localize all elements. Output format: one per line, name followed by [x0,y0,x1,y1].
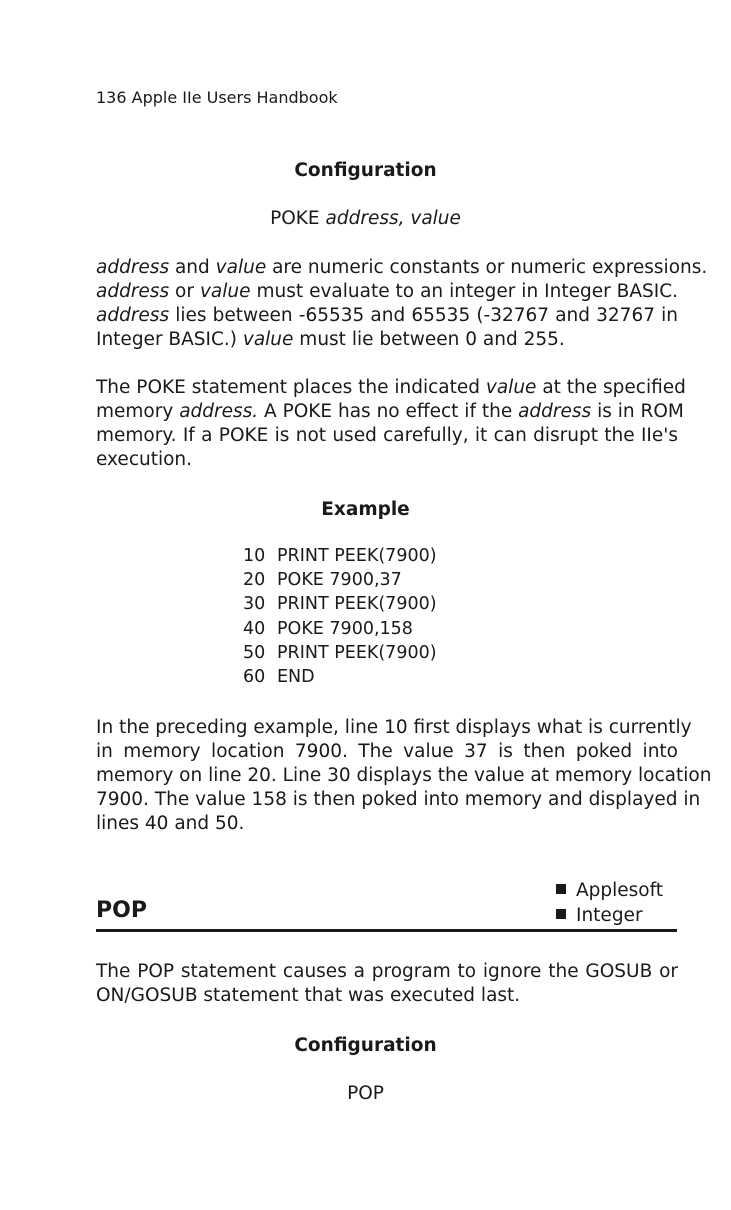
poke-description-paragraph [96,376,686,472]
code-line [243,617,437,641]
text-run: must lie between 0 and 255. [293,329,565,350]
code-line [243,544,437,568]
square-bullet-icon [556,909,566,919]
code-line [243,641,437,665]
text-run: and [169,257,216,278]
code-line [243,592,437,616]
code-text: PRINT PEEK(7900) [277,594,437,615]
code-example [243,544,437,689]
term-address: address [96,257,170,278]
line-number: 60 [243,667,266,688]
text-run: is in ROM [591,401,684,422]
text-run: at the specified [536,377,686,398]
line-number: 40 [243,618,266,639]
paragraph-line: 7900. The value 158 is then poked into memory and displayed in [96,789,701,810]
text-run: memory [96,401,180,422]
paragraph-line [96,400,684,424]
code-text: PRINT PEEK(7900) [277,642,437,663]
running-header: 136 Apple IIe Users Handbook [96,88,338,107]
line-number: 20 [243,570,266,591]
poke-example-heading: Example [321,499,410,520]
pop-description-paragraph [96,960,678,1008]
square-bullet-icon [556,884,566,894]
term-value: value [485,377,537,398]
text-run: A POKE has no effect if the [258,401,519,422]
tag-integer [556,903,663,928]
paragraph-line: memory. If a POKE is not used carefully, it can disrupt the IIe's [96,425,678,446]
paragraph-line: The POP statement causes a program to ignore the GOSUB or [96,961,678,982]
line-number: 50 [243,642,266,663]
paragraph-line: in memory location 7900. The value 37 is then poked into [96,741,678,762]
term-address: address. [179,401,259,422]
paragraph-line: memory on line 20. Line 30 displays the value at memory location [96,765,712,786]
paragraph-line: In the preceding example, line 10 first displays what is currently [96,717,692,738]
text-run: lies between -65535 and 65535 (-32767 and 32767 in [169,305,678,326]
text-run: Integer BASIC.) [96,329,243,350]
language-tags [556,878,663,928]
text-run: or [169,281,200,302]
syntax-keyword: POKE [270,208,320,229]
text-run: The POKE statement places the indicated [96,377,486,398]
example-explanation-paragraph [96,716,712,836]
term-value: value [199,281,251,302]
term-value: value [215,257,267,278]
term-address: address [518,401,592,422]
paragraph-line [96,376,686,400]
poke-arguments-paragraph [96,256,708,352]
paragraph-line [96,328,678,352]
term-address: address [96,281,170,302]
text-run: must evaluate to an integer in Integer BASIC. [250,281,678,302]
code-text: POKE 7900,158 [277,618,413,639]
term-address: address [96,305,170,326]
code-text: END [277,667,315,688]
paragraph-line: lines 40 and 50. [96,813,245,834]
tag-applesoft [556,878,663,903]
text-run: are numeric constants or numeric expressions. [266,257,708,278]
code-text: PRINT PEEK(7900) [277,546,437,566]
syntax-args: address, value [325,208,461,229]
tag-label: Integer [576,905,643,926]
code-text: POKE 7900,37 [277,570,402,591]
line-number: 30 [243,594,266,615]
poke-configuration-heading: Configuration [294,160,437,181]
pop-syntax: POP [347,1083,384,1104]
paragraph-line: execution. [96,449,193,470]
section-divider [96,929,677,932]
code-line [243,665,437,689]
pop-section-title: POP [96,898,147,923]
code-line [243,568,437,592]
paragraph-line [96,280,678,304]
paragraph-line [96,256,708,280]
pop-configuration-heading: Configuration [294,1035,437,1056]
paragraph-line [96,304,678,328]
term-value: value [242,329,294,350]
paragraph-line: ON/GOSUB statement that was executed last. [96,985,521,1006]
tag-label: Applesoft [576,880,664,901]
poke-syntax [0,208,731,229]
line-number: 10 [243,546,266,566]
